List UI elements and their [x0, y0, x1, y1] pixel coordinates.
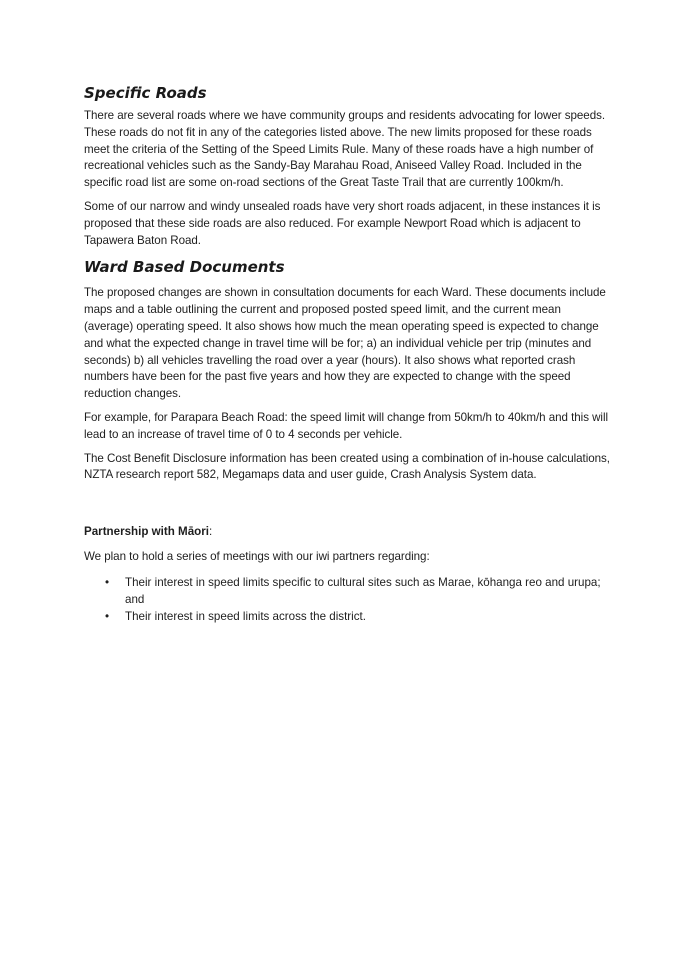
list-item — [105, 575, 610, 609]
ward-documents-paragraph-2: For example, for Parapara Beach Road: the speed limit will change from 50km/h to 40km/h and this will lead to an increase of travel time of 0 to 4 seconds per vehicle. — [84, 410, 609, 441]
ward-documents-paragraph-3: The Cost Benefit Disclosure information has been created using a combination of in-house calculations, NZTA research report 582, Megamaps data and user guide, Crash Analysis System data. — [84, 451, 610, 482]
spacer — [84, 491, 610, 524]
partnership-heading-suffix: : — [208, 525, 213, 539]
ward-documents-paragraph-1: The proposed changes are shown in consultation documents for each Ward. These documents include maps and a table outlining the current and proposed posted speed limit, and the current mean (average) operating speed. It also shows how much the mean operating speed is expected to change and what the expected change in travel time will be for; a) an individual vehicle per trip (minutes and seconds) b) all vehicles travelling the road over a year (hours). It also shows what reported crash numbers have been for the past five years and how they are expected to change with the speed reduction changes. — [84, 286, 606, 401]
specific-roads-section — [84, 84, 610, 249]
partnership-intro: We plan to hold a series of meetings with our iwi partners regarding: — [84, 549, 430, 563]
list-item-text: Their interest in speed limits across the district. — [125, 610, 366, 624]
partnership-heading-text: Partnership with Māori — [84, 525, 209, 539]
ward-documents-heading: Ward Based Documents — [84, 258, 285, 277]
ward-documents-section — [84, 258, 610, 484]
partnership-section — [84, 524, 610, 626]
list-item — [105, 609, 610, 626]
bullet-icon: • — [105, 610, 110, 624]
specific-roads-heading: Specific Roads — [84, 84, 207, 102]
specific-roads-paragraph-1: There are several roads where we have community groups and residents advocating for lower speeds. These roads do not fit in any of the categories listed above. The new limits proposed for these roads meet the criteria of the Setting of the Speed Limits Rule. Many of these roads have a high number of recreational vehicles such as the Sandy-Bay Marahau Road, Aniseed Valley Road. Included in the specific road list are some on-road sections of the Great Taste Trail that are currently 100km/h. — [84, 109, 606, 190]
specific-roads-paragraph-2: Some of our narrow and windy unsealed roads have very short roads adjacent, in these instances it is proposed that these side roads are also reduced. For example Newport Road which is adjacent to Tapawera Baton Road. — [84, 199, 601, 247]
partnership-heading — [84, 524, 610, 541]
partnership-bullet-list — [84, 575, 610, 626]
bullet-icon: • — [105, 575, 110, 589]
list-item-text: Their interest in speed limits specific to cultural sites such as Marae, kōhanga reo and urupa; and — [125, 575, 601, 606]
